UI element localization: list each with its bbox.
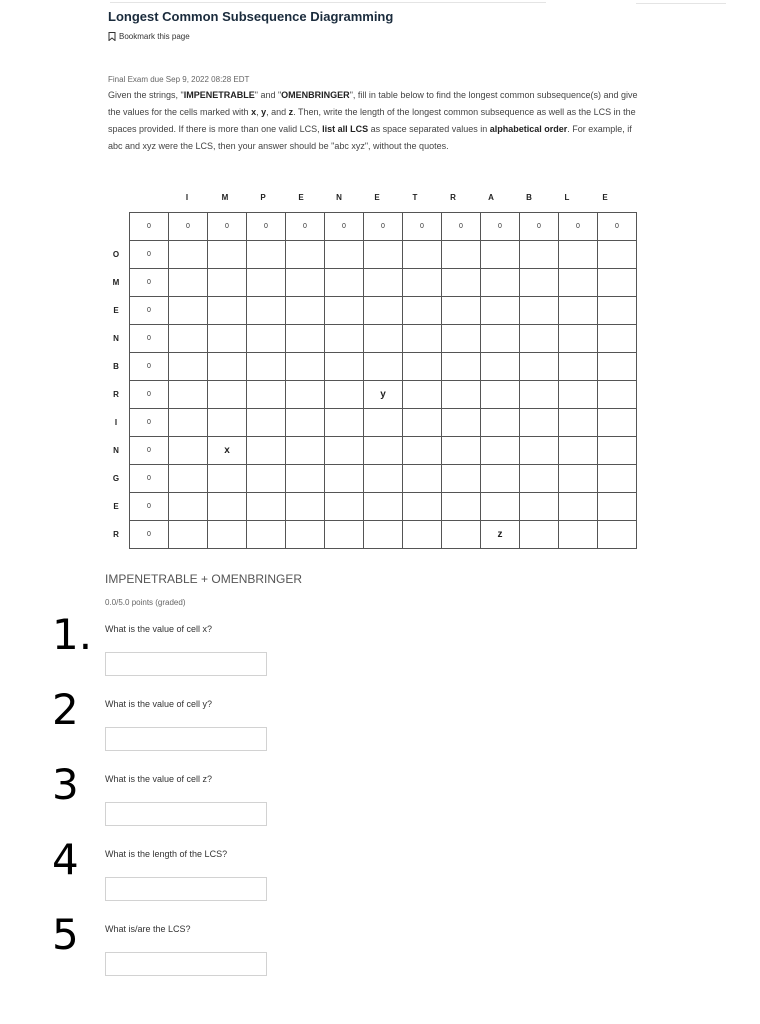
table-cell bbox=[325, 409, 364, 437]
table-cell bbox=[169, 241, 208, 269]
problem-description: Given the strings, "IMPENETRABLE" and "OMENBRINGER", fill in table below to find the longest common subsequence(s) and give the values for the cells marked with x, y, and z. Then, write the length of the longest common subsequence as well as the LCS in the spaces provided. If there is more than one valid LCS, list all LCS as space separated values in alphabetical order. For example, if abc and xyz were the LCS, then your answer should be "abc xyz", without the quotes. bbox=[108, 90, 638, 151]
table-cell bbox=[403, 325, 442, 353]
table-cell bbox=[559, 297, 598, 325]
table-cell bbox=[403, 493, 442, 521]
table-cell bbox=[559, 325, 598, 353]
table-cell bbox=[481, 269, 520, 297]
table-cell: 0 bbox=[403, 213, 442, 241]
table-cell: 0 bbox=[559, 213, 598, 241]
table-cell: 0 bbox=[130, 521, 169, 549]
table-cell bbox=[559, 493, 598, 521]
table-cell bbox=[559, 353, 598, 381]
table-cell bbox=[169, 353, 208, 381]
table-cell bbox=[442, 437, 481, 465]
table-cell bbox=[442, 409, 481, 437]
table-cell: 0 bbox=[130, 437, 169, 465]
table-cell bbox=[208, 409, 247, 437]
table-cell bbox=[598, 409, 637, 437]
table-cell bbox=[403, 241, 442, 269]
table-cell: 0 bbox=[442, 213, 481, 241]
table-cell: 0 bbox=[130, 269, 169, 297]
table-cell bbox=[481, 437, 520, 465]
table-cell bbox=[364, 353, 403, 381]
table-cell bbox=[286, 325, 325, 353]
table-cell bbox=[247, 437, 286, 465]
table-cell bbox=[403, 465, 442, 493]
table-cell bbox=[247, 381, 286, 409]
table-cell bbox=[247, 353, 286, 381]
table-cell bbox=[598, 269, 637, 297]
column-header: P bbox=[260, 193, 266, 202]
column-header: R bbox=[450, 193, 456, 202]
table-cell bbox=[208, 297, 247, 325]
table-row bbox=[130, 409, 637, 437]
table-cell bbox=[169, 465, 208, 493]
table-cell bbox=[520, 269, 559, 297]
table-cell bbox=[442, 353, 481, 381]
table-cell bbox=[598, 465, 637, 493]
row-header: R bbox=[113, 530, 119, 539]
table-cell bbox=[403, 381, 442, 409]
table-cell bbox=[208, 269, 247, 297]
table-cell bbox=[208, 353, 247, 381]
column-header: M bbox=[221, 193, 229, 202]
table-cell bbox=[208, 381, 247, 409]
question-label: What is/are the LCS? bbox=[105, 924, 191, 934]
table-cell bbox=[481, 353, 520, 381]
table-cell bbox=[559, 521, 598, 549]
table-cell bbox=[286, 269, 325, 297]
table-cell bbox=[325, 241, 364, 269]
column-header: A bbox=[488, 193, 494, 202]
table-cell bbox=[598, 381, 637, 409]
bookmark-label: Bookmark this page bbox=[119, 32, 190, 41]
table-cell bbox=[364, 269, 403, 297]
table-cell bbox=[169, 437, 208, 465]
bookmark-icon bbox=[108, 32, 116, 41]
table-cell bbox=[286, 521, 325, 549]
table-cell bbox=[364, 241, 403, 269]
table-cell bbox=[286, 437, 325, 465]
table-row bbox=[130, 437, 637, 465]
table-cell: 0 bbox=[130, 353, 169, 381]
table-cell bbox=[442, 297, 481, 325]
table-row bbox=[130, 213, 637, 241]
table-cell bbox=[247, 465, 286, 493]
column-header: I bbox=[185, 193, 189, 202]
table-cell bbox=[247, 241, 286, 269]
table-cell bbox=[247, 325, 286, 353]
table-cell bbox=[520, 325, 559, 353]
table-cell: 0 bbox=[169, 213, 208, 241]
answer-input[interactable] bbox=[105, 652, 267, 676]
table-cell bbox=[286, 493, 325, 521]
table-cell: 0 bbox=[325, 213, 364, 241]
table-cell bbox=[403, 437, 442, 465]
table-row bbox=[130, 241, 637, 269]
bookmark-button[interactable] bbox=[108, 32, 190, 41]
table-cell bbox=[442, 493, 481, 521]
question-label: What is the value of cell y? bbox=[105, 699, 213, 709]
table-row bbox=[130, 297, 637, 325]
table-cell bbox=[520, 409, 559, 437]
row-header: O bbox=[112, 250, 120, 259]
column-header: E bbox=[602, 193, 608, 202]
row-header: E bbox=[113, 306, 119, 315]
table-cell bbox=[442, 521, 481, 549]
table-cell bbox=[325, 269, 364, 297]
column-header: E bbox=[298, 193, 304, 202]
table-cell bbox=[559, 437, 598, 465]
table-cell bbox=[325, 353, 364, 381]
column-header: E bbox=[374, 193, 380, 202]
table-cell bbox=[286, 381, 325, 409]
table-cell: 0 bbox=[481, 213, 520, 241]
table-cell bbox=[403, 409, 442, 437]
row-header: M bbox=[112, 278, 120, 287]
table-cell bbox=[598, 325, 637, 353]
table-row bbox=[130, 269, 637, 297]
table-cell bbox=[208, 241, 247, 269]
table-cell bbox=[325, 521, 364, 549]
table-cell bbox=[169, 409, 208, 437]
table-row bbox=[130, 353, 637, 381]
table-cell bbox=[364, 297, 403, 325]
table-cell bbox=[442, 465, 481, 493]
table-cell bbox=[598, 241, 637, 269]
handwritten-number: 2 bbox=[52, 685, 79, 734]
table-cell bbox=[403, 269, 442, 297]
table-cell bbox=[247, 297, 286, 325]
column-header: B bbox=[526, 193, 532, 202]
row-header: G bbox=[112, 474, 120, 483]
top-divider-right bbox=[636, 3, 726, 4]
table-row bbox=[130, 381, 637, 409]
table-cell bbox=[325, 493, 364, 521]
lcs-table bbox=[129, 212, 637, 549]
table-cell bbox=[325, 465, 364, 493]
row-header: N bbox=[113, 334, 119, 343]
table-cell bbox=[286, 409, 325, 437]
table-row bbox=[130, 493, 637, 521]
table-cell bbox=[520, 297, 559, 325]
table-cell bbox=[364, 521, 403, 549]
table-cell bbox=[403, 297, 442, 325]
table-cell: 0 bbox=[130, 381, 169, 409]
table-cell bbox=[364, 409, 403, 437]
table-cell: 0 bbox=[130, 409, 169, 437]
handwritten-number: 5 bbox=[52, 910, 79, 959]
table-cell bbox=[403, 521, 442, 549]
table-cell bbox=[442, 325, 481, 353]
table-cell bbox=[520, 241, 559, 269]
table-cell bbox=[481, 325, 520, 353]
table-cell bbox=[364, 325, 403, 353]
table-cell bbox=[559, 269, 598, 297]
table-cell bbox=[520, 381, 559, 409]
table-cell bbox=[481, 493, 520, 521]
table-cell bbox=[325, 297, 364, 325]
column-header: N bbox=[336, 193, 342, 202]
problem-title: IMPENETRABLE + OMENBRINGER bbox=[105, 572, 303, 586]
handwritten-number: 4 bbox=[52, 835, 79, 884]
table-cell: z bbox=[481, 521, 520, 549]
column-header: L bbox=[564, 193, 570, 202]
table-row bbox=[130, 521, 637, 549]
table-cell bbox=[481, 381, 520, 409]
row-header: B bbox=[113, 362, 119, 371]
table-cell bbox=[364, 493, 403, 521]
table-cell bbox=[598, 437, 637, 465]
answer-input[interactable] bbox=[105, 877, 267, 901]
table-cell bbox=[169, 269, 208, 297]
table-cell: 0 bbox=[130, 465, 169, 493]
table-cell bbox=[403, 353, 442, 381]
table-cell bbox=[559, 409, 598, 437]
answer-input[interactable] bbox=[105, 952, 267, 976]
table-cell: 0 bbox=[130, 493, 169, 521]
table-cell bbox=[520, 521, 559, 549]
table-cell bbox=[169, 521, 208, 549]
table-cell bbox=[208, 493, 247, 521]
table-cell bbox=[169, 381, 208, 409]
answer-input[interactable] bbox=[105, 727, 267, 751]
table-cell bbox=[481, 241, 520, 269]
table-cell bbox=[520, 353, 559, 381]
table-cell bbox=[169, 297, 208, 325]
table-cell bbox=[481, 465, 520, 493]
table-cell: 0 bbox=[208, 213, 247, 241]
table-cell bbox=[520, 437, 559, 465]
table-row bbox=[130, 465, 637, 493]
table-cell bbox=[559, 381, 598, 409]
question-label: What is the value of cell z? bbox=[105, 774, 213, 784]
answer-input[interactable] bbox=[105, 802, 267, 826]
table-cell bbox=[169, 325, 208, 353]
table-cell: 0 bbox=[247, 213, 286, 241]
row-header: N bbox=[113, 446, 119, 455]
table-cell: 0 bbox=[598, 213, 637, 241]
top-divider bbox=[110, 2, 546, 3]
table-cell bbox=[520, 493, 559, 521]
table-cell: 0 bbox=[286, 213, 325, 241]
table-cell: 0 bbox=[130, 297, 169, 325]
table-cell bbox=[169, 493, 208, 521]
table-cell bbox=[286, 241, 325, 269]
table-cell bbox=[559, 241, 598, 269]
table-cell bbox=[364, 465, 403, 493]
table-cell bbox=[442, 241, 481, 269]
table-cell bbox=[208, 521, 247, 549]
table-cell: x bbox=[208, 437, 247, 465]
column-header: T bbox=[412, 193, 418, 202]
table-cell bbox=[247, 269, 286, 297]
table-cell bbox=[598, 493, 637, 521]
table-cell bbox=[598, 297, 637, 325]
table-cell bbox=[247, 493, 286, 521]
table-cell: 0 bbox=[364, 213, 403, 241]
table-row bbox=[130, 325, 637, 353]
table-cell bbox=[520, 465, 559, 493]
table-cell: 0 bbox=[520, 213, 559, 241]
table-cell bbox=[442, 381, 481, 409]
table-cell bbox=[559, 465, 598, 493]
table-cell bbox=[208, 325, 247, 353]
table-cell bbox=[598, 353, 637, 381]
row-header: I bbox=[114, 418, 118, 427]
table-cell bbox=[247, 521, 286, 549]
table-cell bbox=[481, 297, 520, 325]
due-date: Final Exam due Sep 9, 2022 08:28 EDT bbox=[108, 75, 250, 84]
row-header: R bbox=[113, 390, 119, 399]
table-cell bbox=[364, 437, 403, 465]
table-cell bbox=[286, 465, 325, 493]
row-header: E bbox=[113, 502, 119, 511]
handwritten-number: 3 bbox=[52, 760, 79, 809]
table-cell bbox=[442, 269, 481, 297]
question-label: What is the length of the LCS? bbox=[105, 849, 228, 859]
page-title: Longest Common Subsequence Diagramming bbox=[108, 9, 394, 24]
handwritten-number: 1. bbox=[52, 610, 93, 659]
question-label: What is the value of cell x? bbox=[105, 624, 213, 634]
table-cell bbox=[325, 325, 364, 353]
table-cell: y bbox=[364, 381, 403, 409]
table-cell: 0 bbox=[130, 241, 169, 269]
table-cell bbox=[286, 297, 325, 325]
table-cell: 0 bbox=[130, 213, 169, 241]
points-status: 0.0/5.0 points (graded) bbox=[105, 598, 186, 607]
table-cell bbox=[208, 465, 247, 493]
table-cell bbox=[481, 409, 520, 437]
table-cell bbox=[286, 353, 325, 381]
table-cell: 0 bbox=[130, 325, 169, 353]
table-cell bbox=[325, 381, 364, 409]
table-cell bbox=[598, 521, 637, 549]
table-cell bbox=[247, 409, 286, 437]
table-cell bbox=[325, 437, 364, 465]
